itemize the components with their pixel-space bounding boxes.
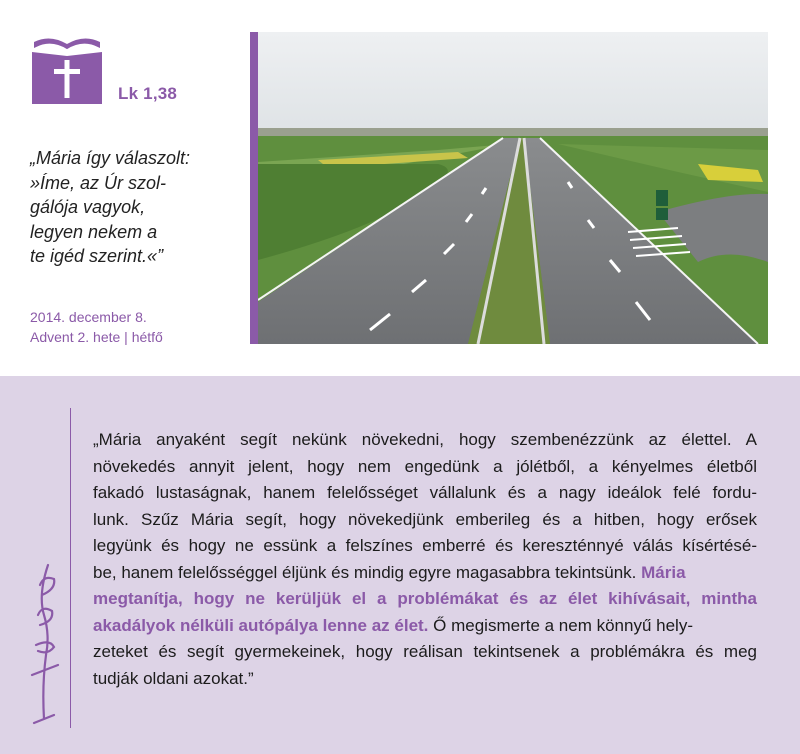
text-segment: be, hanem felelősséggel éljünk és mindig egyre magasabbra tekintsünk. [93, 562, 637, 582]
highway-photo [250, 32, 768, 344]
text-line: legyünk és hogy ne essünk a felszínes emberré és kereszténnyé válás kísértésé- [93, 536, 757, 555]
text-line: növekedés annyit jelent, hogy nem engedünk a jólétből, a kényelmes életből [93, 456, 757, 476]
header-section [0, 0, 800, 376]
liturgical-day: Advent 2. hete | hétfő [30, 329, 163, 345]
quote-line: »Íme, az Úr szol- [30, 172, 167, 193]
signature-divider [70, 408, 71, 728]
bible-icon [30, 32, 104, 106]
quote-line: legyen nekem a [30, 221, 158, 242]
highlighted-text: Mária [641, 562, 686, 582]
scripture-quote [30, 146, 240, 269]
text-line [93, 560, 757, 587]
text-line: fakadó lustaságnak, hanem felelősséget vállalunk és a nagy ideálok felé fordu- [93, 483, 757, 502]
text-segment: Ő megismerte a nem könnyű hely- [428, 615, 693, 635]
text-line [93, 613, 757, 640]
scripture-reference: Lk 1,38 [118, 84, 178, 103]
text-line: tudják oldani azokat.” [93, 668, 254, 688]
highlighted-text: megtanítja, hogy ne kerüljük el a problémákat és az élet kihívásait, mintha [93, 589, 757, 608]
date-text: 2014. december 8. [30, 309, 147, 325]
highlighted-text: akadályok nélküli autópálya lenne az élet. [93, 615, 429, 635]
signature-icon [24, 555, 68, 725]
text-line: „Mária anyaként segít nekünk növekedni, hogy szembenézzünk az élettel. A [93, 430, 757, 449]
date-block [30, 307, 163, 347]
meditation-text [93, 427, 757, 692]
highway-illustration [258, 32, 768, 344]
quote-line: „Mária így válaszolt: [30, 148, 191, 168]
text-line: lunk. Szűz Mária segít, hogy növekedjünk emberileg és a hitben, hogy erősek [93, 509, 757, 529]
accent-bar [250, 32, 258, 344]
text-line: zeteket és segít gyermekeinek, hogy reálisan tekintsenek a problémákra és meg [93, 642, 757, 661]
quote-line: te igéd szerint.«” [30, 246, 164, 266]
quote-line: gálója vagyok, [30, 197, 146, 217]
